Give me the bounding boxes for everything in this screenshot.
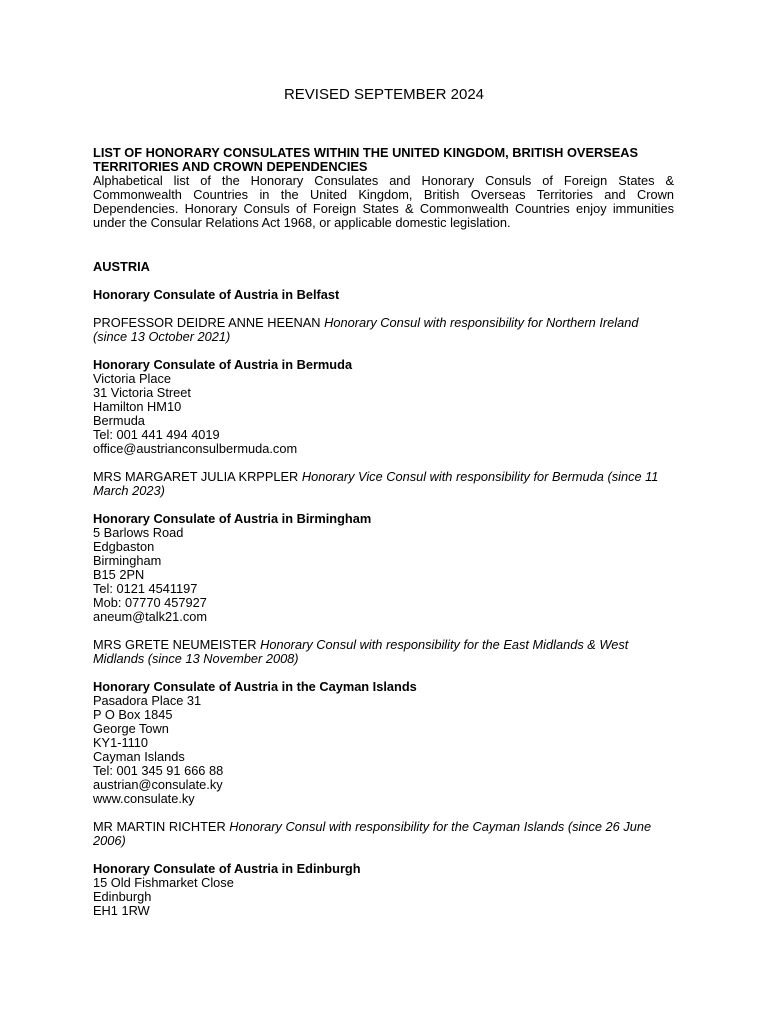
email-link[interactable]: aneum@talk21.com bbox=[93, 609, 207, 624]
document-heading bbox=[93, 146, 674, 174]
address-line: Edinburgh bbox=[93, 889, 152, 904]
address-line: Edgbaston bbox=[93, 539, 155, 554]
consulate-title: Honorary Consulate of Austria in Belfast bbox=[93, 287, 340, 302]
consul-role: Honorary Vice Consul with responsibility for Bermuda (since 11 March 2023) bbox=[93, 469, 659, 498]
consulate-address bbox=[93, 372, 674, 456]
consul-entry bbox=[93, 820, 674, 848]
consul-name: MRS MARGARET JULIA KRPPLER bbox=[93, 469, 299, 484]
address-line: B15 2PN bbox=[93, 567, 145, 582]
consul-name: MR MARTIN RICHTER bbox=[93, 819, 226, 834]
address-line: KY1-1110 bbox=[93, 735, 149, 750]
revision-date: REVISED SEPTEMBER 2024 bbox=[283, 86, 485, 103]
address-line: Victoria Place bbox=[93, 371, 172, 386]
consulate-address bbox=[93, 876, 674, 918]
consul-name: PROFESSOR DEIDRE ANNE HEENAN bbox=[93, 315, 321, 330]
heading-line-1: LIST OF HONORARY CONSULATES WITHIN THE UNITED KINGDOM, BRITISH OVERSEAS bbox=[93, 145, 639, 160]
consulate-address bbox=[93, 526, 674, 624]
consulate-entry bbox=[93, 288, 674, 344]
telephone: Tel: 001 441 494 4019 bbox=[93, 427, 220, 442]
consul-entry bbox=[93, 470, 674, 498]
telephone: Tel: 001 345 91 666 88 bbox=[93, 763, 224, 778]
address-line: Bermuda bbox=[93, 413, 145, 428]
consul-role: Honorary Consul with responsibility for the East Midlands & West Midlands (since 13 November 2008) bbox=[93, 637, 629, 666]
consul-name: MRS GRETE NEUMEISTER bbox=[93, 637, 257, 652]
mobile: Mob: 07770 457927 bbox=[93, 595, 207, 610]
consul-role: Honorary Consul with responsibility for Northern Ireland (since 13 October 2021) bbox=[93, 315, 639, 344]
address-line: EH1 1RW bbox=[93, 903, 150, 918]
telephone: Tel: 0121 4541197 bbox=[93, 581, 198, 596]
address-line: 5 Barlows Road bbox=[93, 525, 184, 540]
consul-entry bbox=[93, 316, 674, 344]
address-line: Pasadora Place 31 bbox=[93, 693, 202, 708]
address-line: Birmingham bbox=[93, 553, 162, 568]
consulate-entry bbox=[93, 680, 674, 848]
consulate-title: Honorary Consulate of Austria in the Cayman Islands bbox=[93, 679, 417, 694]
website-link[interactable]: www.consulate.ky bbox=[93, 791, 195, 806]
document-body bbox=[93, 146, 674, 918]
address-line: 15 Old Fishmarket Close bbox=[93, 875, 234, 890]
country-heading: AUSTRIA bbox=[93, 259, 150, 274]
consulate-entry bbox=[93, 862, 674, 918]
address-line: Cayman Islands bbox=[93, 749, 185, 764]
consul-entry bbox=[93, 638, 674, 666]
email-link[interactable]: office@austrianconsulbermuda.com bbox=[93, 441, 298, 456]
intro-paragraph: Alphabetical list of the Honorary Consulates and Honorary Consuls of Foreign States & Commonwealth Countries in the United Kingdom, British Overseas Territories and Crown Dependencies. Honorary Consuls of Foreign States & Commonwealth Countries enjoy immunities under the Consular Relations Act 1968, or applicable domestic legislation. bbox=[93, 173, 674, 230]
consulate-title: Honorary Consulate of Austria in Birmingham bbox=[93, 511, 372, 526]
consul-role: Honorary Consul with responsibility for the Cayman Islands (since 26 June 2006) bbox=[93, 819, 652, 848]
consulate-title: Honorary Consulate of Austria in Edinburgh bbox=[93, 861, 361, 876]
consulate-entry bbox=[93, 358, 674, 498]
email-link[interactable]: austrian@consulate.ky bbox=[93, 777, 223, 792]
address-line: P O Box 1845 bbox=[93, 707, 173, 722]
heading-line-2: TERRITORIES AND CROWN DEPENDENCIES bbox=[93, 159, 368, 174]
consulate-title: Honorary Consulate of Austria in Bermuda bbox=[93, 357, 353, 372]
consulate-entry bbox=[93, 512, 674, 666]
address-line: George Town bbox=[93, 721, 169, 736]
address-line: Hamilton HM10 bbox=[93, 399, 182, 414]
consulate-address bbox=[93, 694, 674, 806]
address-line: 31 Victoria Street bbox=[93, 385, 191, 400]
